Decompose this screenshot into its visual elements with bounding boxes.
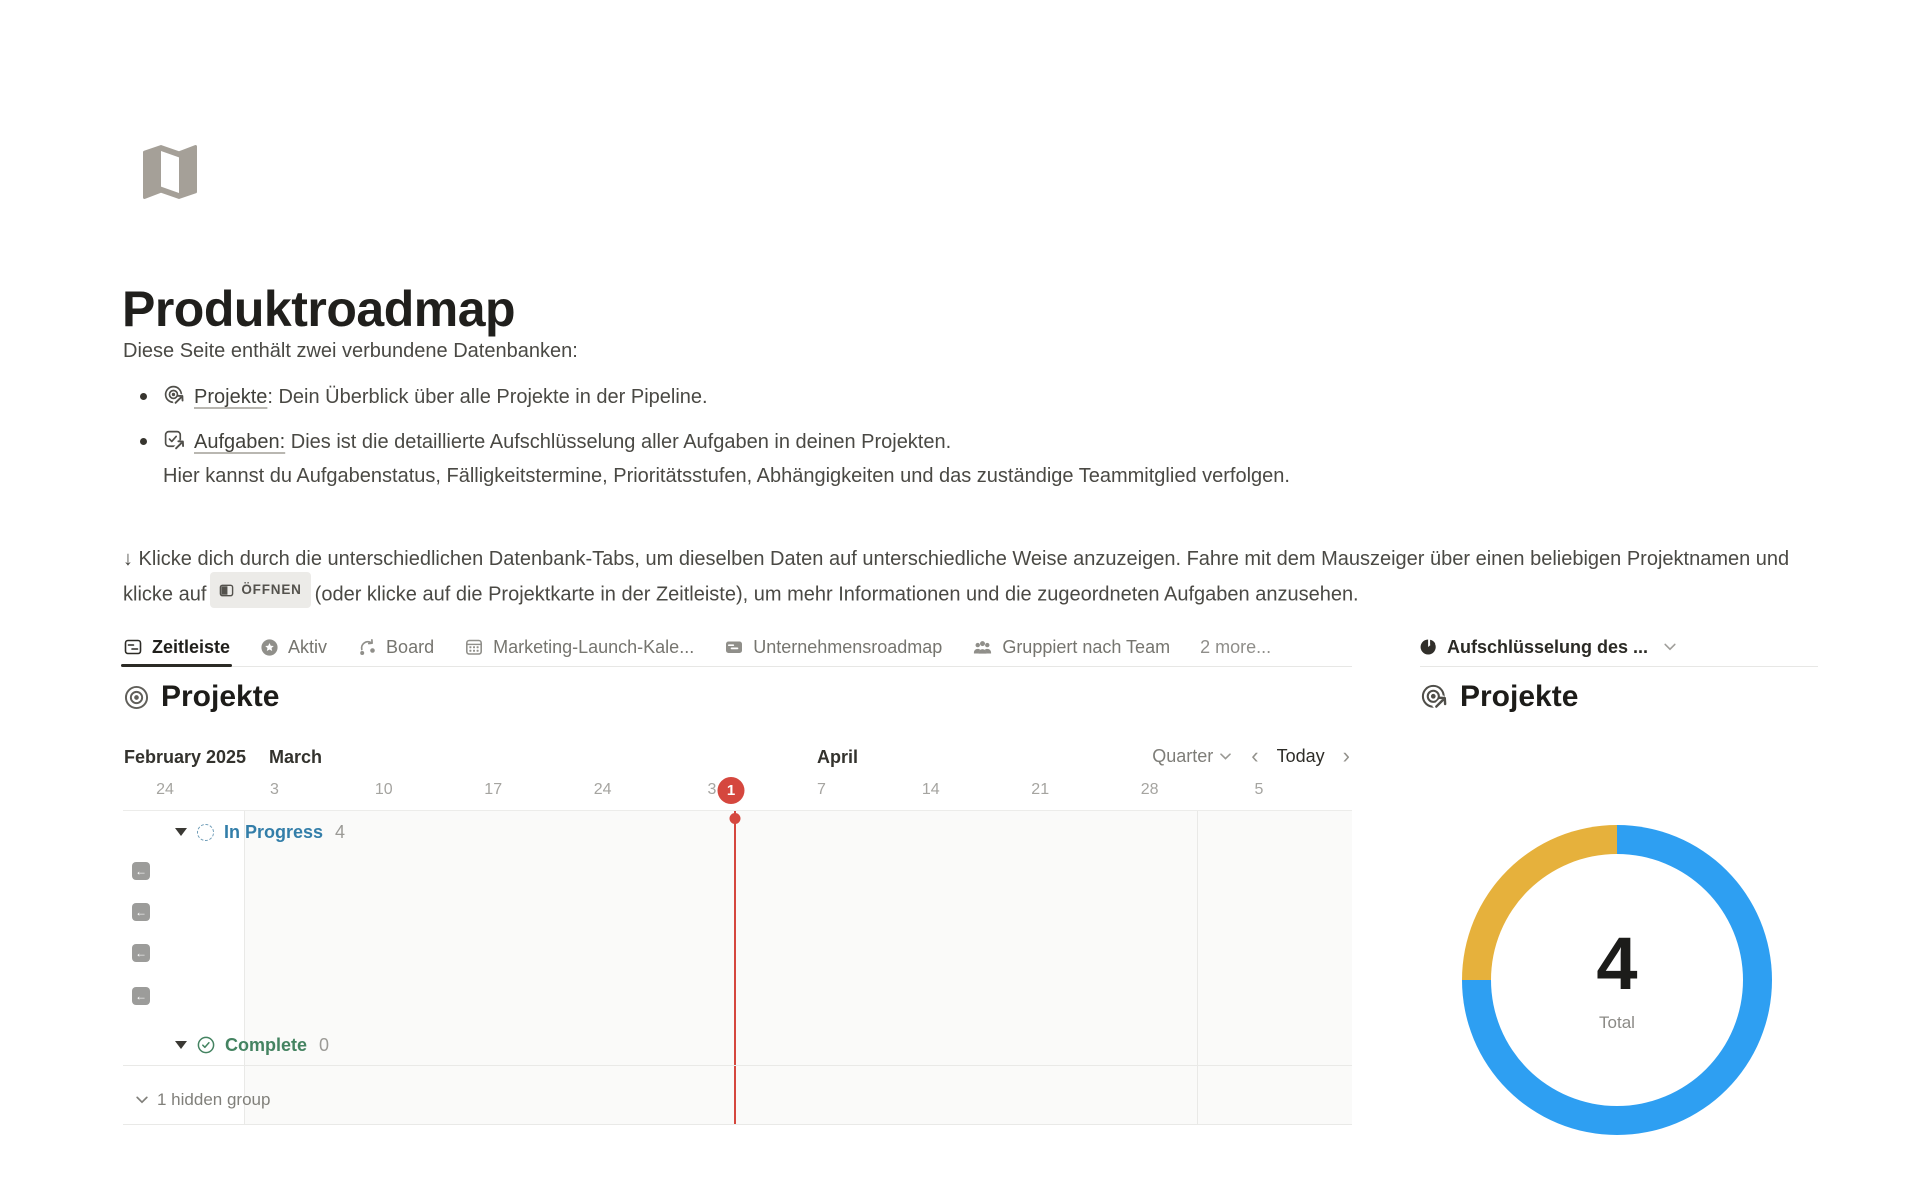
offscreen-card-chip[interactable] xyxy=(132,862,150,880)
list-item xyxy=(123,427,1791,491)
arrow-left-icon: ← xyxy=(135,989,147,1003)
chart-panel xyxy=(1420,628,1818,1032)
arrow-left-icon: ← xyxy=(135,946,147,960)
tab-marketing-launch-kalender[interactable]: Marketing-Launch-Kale... xyxy=(464,628,694,666)
date-tick: 24 xyxy=(156,781,174,798)
date-tick: 7 xyxy=(816,781,826,798)
projects-database-link[interactable]: Projekte xyxy=(194,386,268,408)
linked-projects-database-icon xyxy=(163,384,186,416)
month-gridline xyxy=(1197,811,1198,1124)
bullet-text: Dies ist die detaillierte Aufschlüsselung aller Aufgaben in deinen Projekten. xyxy=(285,431,952,453)
date-tick: 3 xyxy=(269,781,279,798)
timeline-body[interactable] xyxy=(123,810,1352,1125)
group-header-in-progress xyxy=(175,816,345,848)
date-tick: 17 xyxy=(484,781,503,798)
collapse-toggle[interactable] xyxy=(175,828,187,836)
page-title: Produktroadmap xyxy=(122,280,516,337)
linked-tasks-database-icon xyxy=(163,429,186,461)
tab-aktiv[interactable]: Aktiv xyxy=(260,628,327,666)
timeline-view-icon xyxy=(123,637,143,657)
tab-gruppiert-nach-team[interactable]: Gruppiert nach Team xyxy=(972,628,1170,666)
in-progress-status-icon xyxy=(197,824,214,841)
timeline-left-gutter xyxy=(123,811,244,1124)
chart-view-tab[interactable]: Aufschlüsselung des ... xyxy=(1420,628,1818,667)
timeline-tick-row xyxy=(123,777,1352,810)
timeline-view xyxy=(123,745,1352,1125)
donut-chart xyxy=(1462,825,1772,1135)
group-label: Complete xyxy=(225,1034,308,1055)
page-body xyxy=(123,336,1791,611)
list-item xyxy=(123,382,1791,416)
database-tabs xyxy=(123,628,1352,667)
date-tick: 3 xyxy=(707,781,717,798)
more-views-button[interactable]: 2 more... xyxy=(1200,636,1272,657)
group-count: 4 xyxy=(335,821,346,842)
open-peek-icon xyxy=(219,583,234,598)
arrow-left-icon: ← xyxy=(135,905,147,919)
database-title-projects: Projekte xyxy=(123,680,279,714)
roadmap-card-icon xyxy=(724,637,744,657)
intro-text: Diese Seite enthält zwei verbundene Datenbanken: xyxy=(123,340,578,362)
hidden-group-toggle[interactable]: 1 hidden group xyxy=(136,1080,270,1120)
group-label: In Progress xyxy=(224,821,324,842)
offscreen-card-chip[interactable] xyxy=(132,987,150,1005)
date-tick: 24 xyxy=(593,781,612,798)
month-label: March xyxy=(269,747,323,767)
date-tick: 5 xyxy=(1254,781,1264,798)
bullet-marker xyxy=(123,427,163,491)
tab-board[interactable]: Board xyxy=(357,628,434,666)
timeline-prev-button[interactable]: ‹ xyxy=(1251,743,1259,768)
pie-chart-icon xyxy=(1420,638,1438,656)
offscreen-card-chip[interactable] xyxy=(132,903,150,921)
database-title-projects-linked: Projekte xyxy=(1420,680,1578,714)
group-header-complete xyxy=(175,1029,329,1061)
date-tick: 21 xyxy=(1031,781,1050,798)
timeline-next-button[interactable]: › xyxy=(1342,743,1350,768)
date-tick: 14 xyxy=(921,781,940,798)
complete-status-icon xyxy=(197,1036,215,1054)
donut-total-value: 4 xyxy=(1596,922,1638,1005)
collapse-toggle[interactable] xyxy=(175,1041,187,1049)
people-icon xyxy=(972,637,993,657)
target-icon xyxy=(123,684,150,711)
arrow-left-icon: ← xyxy=(135,864,147,878)
today-date-badge: 1 xyxy=(718,777,745,804)
instruction-text: ↓ Klicke dich durch die unterschiedlichen Datenbank-Tabs, um dieselben Daten auf unterschiedliche Weise anzuzeigen. Fahre mit dem Mauszeiger über einen beliebigen Projektnamen und klicke auf ÖFFNEN (oder klicke auf die Projektkarte in der Zeitleiste), um mehr Informationen und die zugeordneten Aufgaben anzusehen. xyxy=(123,543,1791,611)
date-tick: 10 xyxy=(374,781,393,798)
open-button[interactable]: ÖFFNEN xyxy=(210,572,310,608)
star-badge-icon xyxy=(260,638,279,657)
date-tick: 28 xyxy=(1140,781,1159,798)
timeline-zoom-select[interactable]: Quarter xyxy=(1152,746,1231,767)
bullet-marker xyxy=(123,382,163,416)
timeline-month-row xyxy=(123,745,1352,777)
bullet-text: : Dein Überblick über alle Projekte in der Pipeline. xyxy=(267,386,708,408)
chevron-down-icon xyxy=(1664,643,1676,651)
map-icon[interactable] xyxy=(124,136,216,208)
cycle-icon xyxy=(357,637,377,657)
main-column xyxy=(123,628,1352,1109)
month-label: February 2025 xyxy=(124,747,247,767)
bullet-text-line2: Hier kannst du Aufgabenstatus, Fälligkeitstermine, Prioritätsstufen, Abhängigkeiten und das zuständige Teammitglied verfolgen. xyxy=(163,465,1290,487)
bullet-list xyxy=(123,382,1791,491)
linked-target-icon xyxy=(1420,683,1449,712)
tab-unternehmensroadmap[interactable]: Unternehmensroadmap xyxy=(724,628,942,666)
offscreen-card-chip[interactable] xyxy=(132,944,150,962)
today-marker-dot xyxy=(730,813,741,824)
month-label: April xyxy=(817,747,859,767)
today-marker-line xyxy=(734,811,736,1124)
chevron-down-icon xyxy=(136,1096,148,1104)
chevron-down-icon xyxy=(1220,753,1231,760)
divider xyxy=(123,1065,1352,1066)
month-gridline xyxy=(244,811,245,1124)
tasks-database-link[interactable]: Aufgaben: xyxy=(194,431,286,453)
group-count: 0 xyxy=(319,1034,330,1055)
tab-zeitleiste[interactable]: Zeitleiste xyxy=(123,628,230,666)
donut-total-label: Total xyxy=(1599,1013,1635,1032)
calendar-icon xyxy=(464,637,484,657)
timeline-today-button[interactable]: Today xyxy=(1276,745,1325,766)
